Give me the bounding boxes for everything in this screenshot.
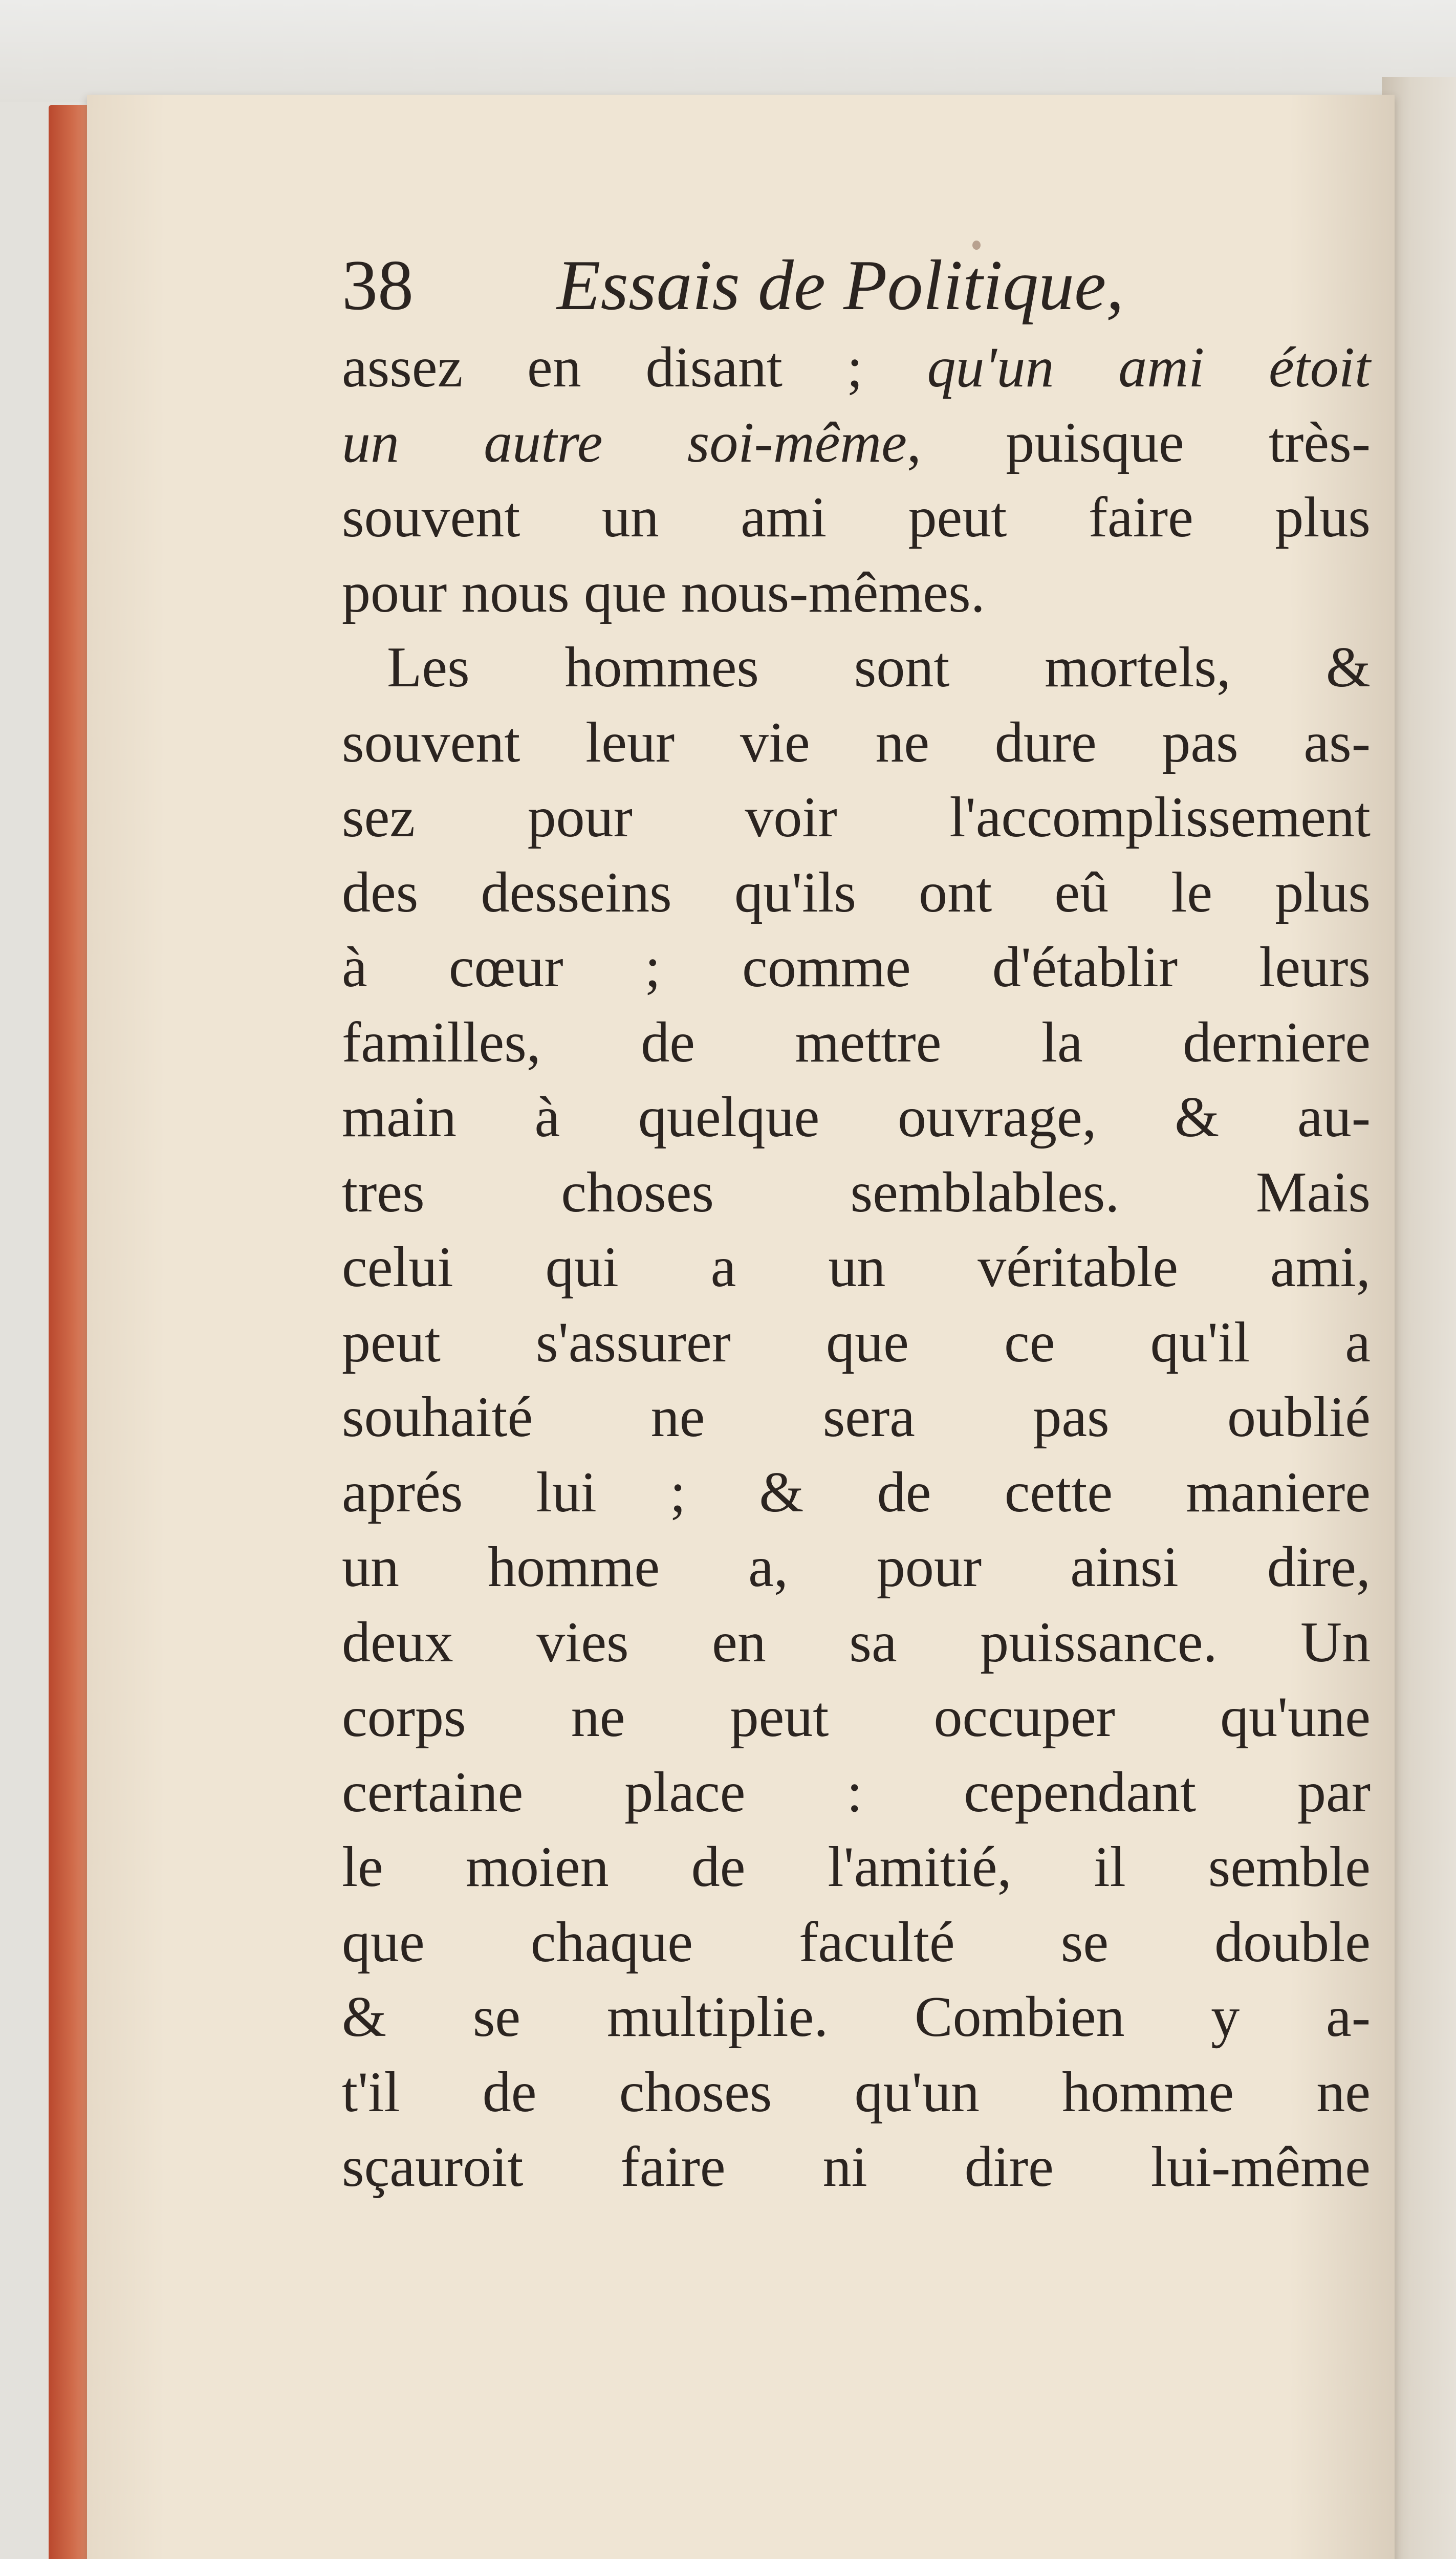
running-title: Essais de Politique,: [557, 246, 1124, 325]
text-line: souhaité ne sera pas oublié: [342, 1385, 1371, 1449]
text-line: deux vies en sa puissance. Un: [342, 1610, 1371, 1674]
text-line: un autre soi-même, puisque très-: [342, 410, 1371, 474]
page-text-block: [342, 241, 1371, 2380]
text-line: pour nous que nous-mêmes.: [342, 560, 985, 624]
text-line: souvent leur vie ne dure pas as-: [342, 710, 1371, 774]
text-line: un homme a, pour ainsi dire,: [342, 1535, 1371, 1599]
text-line: familles, de mettre la derniere: [342, 1010, 1371, 1074]
text-line: que chaque faculté se double: [342, 1910, 1371, 1974]
text-line: assez en disant ; qu'un ami étoit: [342, 336, 1371, 399]
text-line: certaine place : cependant par: [342, 1760, 1371, 1824]
text-line: sçauroit faire ni dire lui-même: [342, 2135, 1371, 2199]
text-line: tres choses semblables. Mais: [342, 1160, 1371, 1224]
text-line: & se multiplie. Combien y a-: [342, 1985, 1371, 2049]
text-line: Les hommes sont mortels, &: [387, 636, 1371, 699]
background-top: [0, 0, 1456, 102]
text-line: à cœur ; comme d'établir leurs: [342, 936, 1371, 999]
text-line: aprés lui ; & de cette maniere: [342, 1460, 1371, 1524]
text-line: t'il de choses qu'un homme ne: [342, 2060, 1371, 2124]
text-line: main à quelque ouvrage, & au-: [342, 1086, 1371, 1149]
text-line: corps ne peut occuper qu'une: [342, 1685, 1371, 1749]
text-line: peut s'assurer que ce qu'il a: [342, 1310, 1371, 1374]
text-line: sez pour voir l'accomplissement: [342, 786, 1371, 849]
text-line: souvent un ami peut faire plus: [342, 486, 1371, 549]
page-number: 38: [342, 246, 414, 325]
text-line: des desseins qu'ils ont eû le plus: [342, 860, 1371, 924]
page-header: [342, 241, 1371, 330]
text-line: le moien de l'amitié, il semble: [342, 1835, 1371, 1899]
text-line: celui qui a un véritable ami,: [342, 1235, 1371, 1299]
